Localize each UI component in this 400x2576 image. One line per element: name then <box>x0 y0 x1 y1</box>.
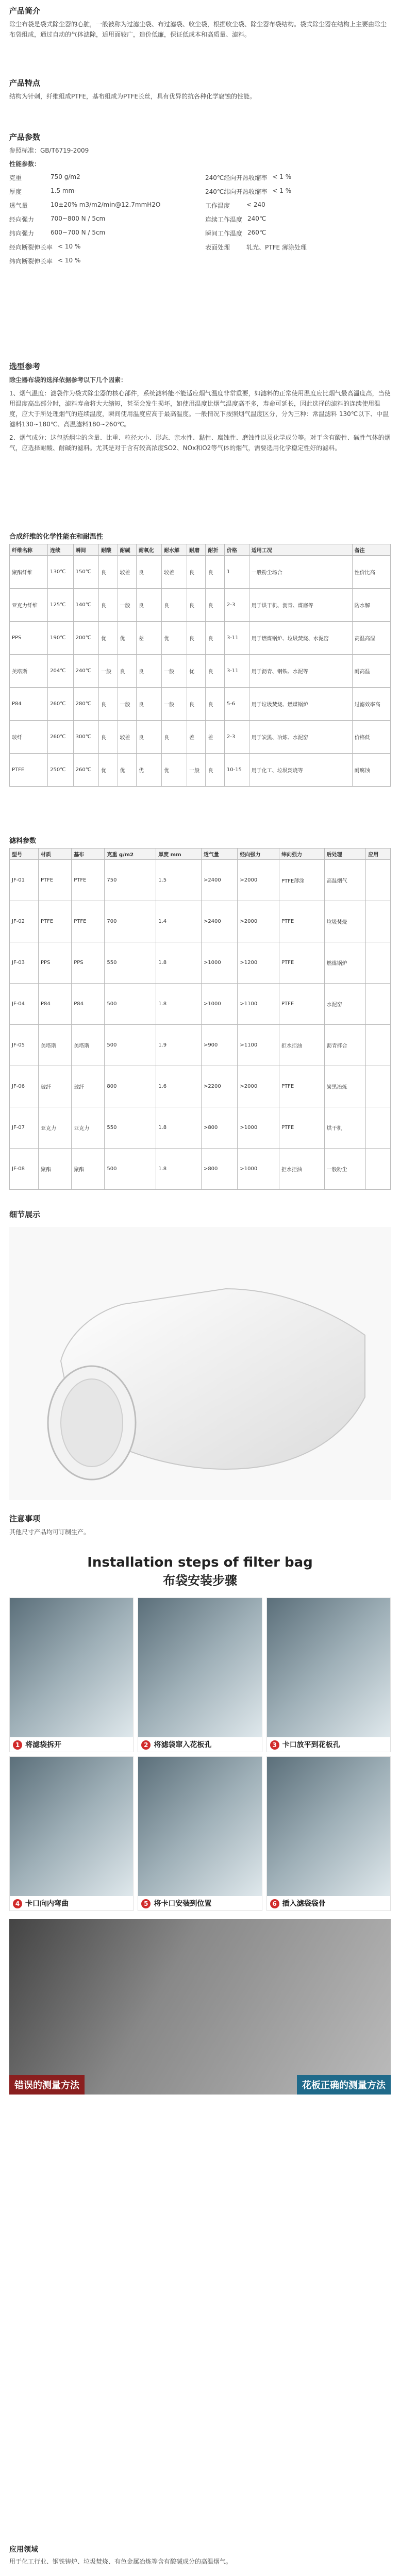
table-cell: 260℃ <box>48 688 73 721</box>
table-row <box>10 688 391 721</box>
step-number: 2 <box>141 1740 151 1750</box>
table-cell: 优 <box>99 622 118 655</box>
table-cell: 良 <box>99 721 118 754</box>
table-row <box>10 589 391 622</box>
param-value: < 1 % <box>272 187 292 194</box>
table-cell: 良 <box>99 688 118 721</box>
table-cell <box>366 901 391 942</box>
features-title: 产品特点 <box>9 78 41 88</box>
table-cell: 良 <box>206 589 224 622</box>
step-photo <box>267 1598 390 1737</box>
table-cell: 300℃ <box>73 721 98 754</box>
table-cell: 一般 <box>99 655 118 688</box>
table-cell <box>366 860 391 901</box>
table-cell: JF-01 <box>10 860 39 901</box>
table-cell: 800 <box>105 1066 156 1107</box>
param-key: 透气量 <box>9 202 28 209</box>
param-value: < 10 % <box>58 243 81 250</box>
col-header: 基布 <box>72 849 105 860</box>
step-label: 插入滤袋袋骨 <box>282 1900 326 1908</box>
details-section <box>9 1209 391 1220</box>
models-title: 滤料参数 <box>9 837 37 845</box>
table-cell: 良 <box>136 688 161 721</box>
right-method-label: 花板正确的测量方法 <box>297 2075 391 2095</box>
param-value: 1.5 mm- <box>51 187 77 194</box>
table-cell: 聚酯纤维 <box>10 556 48 589</box>
features-section <box>9 77 391 102</box>
table-cell: 500 <box>105 1025 156 1066</box>
params-title: 产品参数 <box>9 132 41 142</box>
step-card <box>266 1598 391 1752</box>
table-cell: 一般 <box>187 754 206 787</box>
table-cell: 良 <box>136 556 161 589</box>
param-key: 经向强力 <box>9 216 35 223</box>
table-cell: 1.4 <box>156 901 202 942</box>
table-row <box>10 622 391 655</box>
table-cell: 玻纤 <box>10 721 48 754</box>
table-cell: >1100 <box>238 1025 279 1066</box>
table-row <box>10 984 391 1025</box>
selection-heading: 除尘器布袋的选择依据参考以下几个因素： <box>9 376 127 384</box>
col-header: 耐水解 <box>161 544 187 556</box>
col-header: 纤维名称 <box>10 544 48 556</box>
table-row <box>10 1066 391 1107</box>
chem-section <box>9 531 391 787</box>
table-cell: 用于垃圾焚烧、燃煤锅炉 <box>249 688 352 721</box>
table-cell: >800 <box>201 1107 237 1149</box>
param-key: 厚度 <box>9 188 22 195</box>
step-card <box>138 1598 262 1752</box>
table-cell: 性价比高 <box>352 556 390 589</box>
table-cell: 良 <box>136 589 161 622</box>
table-cell: 用于沥青、钢铁、水泥等 <box>249 655 352 688</box>
table-row <box>10 860 391 901</box>
table-cell <box>366 942 391 984</box>
table-cell: 聚酯 <box>72 1149 105 1190</box>
table-row <box>10 721 391 754</box>
table-cell: 280℃ <box>73 688 98 721</box>
table-cell: 550 <box>105 942 156 984</box>
step-label: 将卡口安装到位置 <box>154 1900 212 1908</box>
table-cell: 较差 <box>161 556 187 589</box>
table-cell: 耐腐蚀 <box>352 754 390 787</box>
table-row <box>10 1025 391 1066</box>
table-cell: >2200 <box>201 1066 237 1107</box>
table-row <box>10 942 391 984</box>
chem-table <box>9 544 391 787</box>
table-cell: 用于燃煤锅炉、垃圾焚烧、水泥窑 <box>249 622 352 655</box>
step-card <box>9 1598 134 1752</box>
table-cell: 良 <box>187 589 206 622</box>
table-cell: P84 <box>72 984 105 1025</box>
step-number: 1 <box>13 1740 22 1750</box>
param-key: 瞬间工作温度 <box>205 230 243 237</box>
params-subtitle: 性能参数： <box>9 160 41 168</box>
measurement-comparison <box>9 1919 391 2095</box>
table-cell: >800 <box>201 1149 237 1190</box>
col-header: 备注 <box>352 544 390 556</box>
table-cell: PTFE <box>39 860 72 901</box>
param-key: 工作温度 <box>205 202 230 209</box>
table-cell: JF-02 <box>10 901 39 942</box>
table-cell: 良 <box>206 688 224 721</box>
table-cell: 差 <box>187 721 206 754</box>
table-cell: 用于炭黑、冶炼、水泥窑 <box>249 721 352 754</box>
step-number: 4 <box>13 1899 22 1908</box>
table-cell: 优 <box>161 622 187 655</box>
table-cell: PTFE <box>10 754 48 787</box>
table-cell: 美塔斯 <box>39 1025 72 1066</box>
param-value: 10±20% m3/m2/min@12.7mmH2O <box>51 201 161 208</box>
table-cell: 水泥窑 <box>324 984 366 1025</box>
step-photo <box>138 1598 261 1737</box>
param-value: 750 g/m2 <box>51 173 80 180</box>
intro-section <box>9 5 391 40</box>
table-cell: 2-3 <box>224 721 249 754</box>
step-number: 6 <box>270 1899 279 1908</box>
apps-title: 应用领域 <box>9 2546 38 2554</box>
table-cell <box>366 1025 391 1066</box>
wrong-method-label: 错误的测量方法 <box>9 2075 85 2095</box>
installation-steps <box>9 1547 391 2095</box>
step-label: 卡口向内弯曲 <box>25 1900 69 1908</box>
table-cell: >1000 <box>238 1149 279 1190</box>
param-key: 克重 <box>9 174 22 181</box>
col-header: 耐碱 <box>118 544 136 556</box>
col-header: 耐折 <box>206 544 224 556</box>
table-cell: 拒水拒油 <box>279 1025 325 1066</box>
table-cell: PPS <box>10 622 48 655</box>
col-header: 应用 <box>366 849 391 860</box>
step-number: 3 <box>270 1740 279 1750</box>
table-cell: 耐高温 <box>352 655 390 688</box>
table-cell: PPS <box>72 942 105 984</box>
table-cell: 204℃ <box>48 655 73 688</box>
intro-title: 产品简介 <box>9 6 41 15</box>
table-cell: 1.8 <box>156 942 202 984</box>
table-cell: 良 <box>161 721 187 754</box>
table-cell: 良 <box>206 655 224 688</box>
params-left <box>9 173 195 271</box>
table-cell: 良 <box>206 622 224 655</box>
table-cell: 500 <box>105 984 156 1025</box>
table-cell: 一般 <box>161 655 187 688</box>
table-cell <box>366 984 391 1025</box>
table-row <box>10 655 391 688</box>
table-cell: JF-05 <box>10 1025 39 1066</box>
table-cell: 玻纤 <box>72 1066 105 1107</box>
table-cell: PTFE <box>279 942 325 984</box>
table-cell: 5-6 <box>224 688 249 721</box>
table-cell: 拒水拒油 <box>279 1149 325 1190</box>
param-value: < 1 % <box>272 173 292 180</box>
table-cell: 10-15 <box>224 754 249 787</box>
table-cell: 550 <box>105 1107 156 1149</box>
table-cell: 125℃ <box>48 589 73 622</box>
table-cell: 260℃ <box>73 754 98 787</box>
table-cell: PTFE <box>39 901 72 942</box>
table-cell: 1.5 <box>156 860 202 901</box>
table-cell: 优 <box>99 754 118 787</box>
table-cell: 沥青拌合 <box>324 1025 366 1066</box>
table-cell: 聚酯 <box>39 1149 72 1190</box>
table-cell: JF-04 <box>10 984 39 1025</box>
table-cell: PTFE <box>279 1107 325 1149</box>
table-cell: 150℃ <box>73 556 98 589</box>
table-cell: 一般 <box>118 688 136 721</box>
table-row <box>10 556 391 589</box>
install-banner <box>9 1547 391 1593</box>
table-cell: 优 <box>187 655 206 688</box>
table-row <box>10 754 391 787</box>
table-cell: 优 <box>118 754 136 787</box>
step-card <box>266 1756 391 1911</box>
param-value: < 10 % <box>58 257 81 264</box>
table-cell: >2400 <box>201 860 237 901</box>
table-cell: 1.8 <box>156 1107 202 1149</box>
param-key: 240℃纬向开热收缩率 <box>205 188 268 195</box>
col-header: 耐酸 <box>99 544 118 556</box>
table-cell: 差 <box>206 721 224 754</box>
param-key: 表面处理 <box>205 244 230 251</box>
table-cell: 700 <box>105 901 156 942</box>
table-cell: 良 <box>161 589 187 622</box>
table-cell <box>366 1066 391 1107</box>
param-key: 连续工作温度 <box>205 216 243 223</box>
apps-text: 用于化工行业、钢铁铸炉、垃圾焚烧、有色金属冶炼等含有酸碱成分的高温烟气。 <box>9 2558 232 2565</box>
step-photo <box>10 1598 133 1737</box>
models-section <box>9 835 391 1190</box>
table-cell: JF-07 <box>10 1107 39 1149</box>
col-header: 透气量 <box>201 849 237 860</box>
steps-grid <box>9 1598 391 1911</box>
param-value: < 240 <box>246 201 265 208</box>
table-cell: 优 <box>118 622 136 655</box>
selection-section <box>9 361 391 453</box>
col-header: 后处理 <box>324 849 366 860</box>
table-cell: 750 <box>105 860 156 901</box>
col-header: 耐磨 <box>187 544 206 556</box>
table-cell: 1.8 <box>156 984 202 1025</box>
table-cell: 1.9 <box>156 1025 202 1066</box>
col-header: 克重 g/m2 <box>105 849 156 860</box>
col-header: 耐氧化 <box>136 544 161 556</box>
step-label: 将滤袋拆开 <box>25 1741 61 1749</box>
table-row <box>10 901 391 942</box>
table-cell: PTFE <box>279 984 325 1025</box>
table-cell: 亚克力纤维 <box>10 589 48 622</box>
table-cell: JF-06 <box>10 1066 39 1107</box>
table-cell: 过滤效率高 <box>352 688 390 721</box>
table-cell: 良 <box>136 721 161 754</box>
table-cell: 防水解 <box>352 589 390 622</box>
table-header-row <box>10 544 391 556</box>
table-cell: 良 <box>206 556 224 589</box>
selection-p1: 1、烟气温度：滤袋作为袋式除尘器的核心部件，系统滤料能不能适应烟气温度非常重要，如滤料的正常使用温度应比烟气最高温度高，当使用温度高出部分时，滤料寿命将大大缩短，甚至会发生损坏，如使用温度比烟气温度高不多，寿命可延长，因此选择的滤料的连续使用温度，应大于所处理烟气的连续温度，瞬间使用温度应高于最高温度。一般情况下按照烟气温度区分，分为三种：常温滤料 130℃以下、中温滤料130~180℃、高温滤料180~260℃。 <box>9 390 391 428</box>
table-cell: 一般粉尘 <box>324 1149 366 1190</box>
notice-section <box>9 1513 391 1537</box>
table-cell: 价格低 <box>352 721 390 754</box>
table-cell: 良 <box>99 556 118 589</box>
table-cell: 美塔斯 <box>72 1025 105 1066</box>
table-cell: 高温烟气 <box>324 860 366 901</box>
filter-bag-illustration <box>9 1227 391 1500</box>
table-cell: 1.8 <box>156 1149 202 1190</box>
details-title: 细节展示 <box>9 1210 41 1219</box>
table-cell: >2000 <box>238 901 279 942</box>
table-row <box>10 1149 391 1190</box>
models-table <box>9 848 391 1190</box>
table-cell: 优 <box>161 754 187 787</box>
table-cell: 差 <box>136 622 161 655</box>
apps-section <box>9 2544 391 2567</box>
col-header: 厚度 mm <box>156 849 202 860</box>
table-cell: >1000 <box>238 1107 279 1149</box>
install-banner-en: Installation steps of filter bag <box>87 1555 313 1570</box>
step-card <box>9 1756 134 1911</box>
col-header: 连续 <box>48 544 73 556</box>
table-cell: 高温高湿 <box>352 622 390 655</box>
filter-bag-photo <box>9 1227 391 1500</box>
table-cell <box>366 1149 391 1190</box>
chem-title: 合成纤维的化学性能在和耐温性 <box>9 533 104 541</box>
table-cell: PTFE薄涂 <box>279 860 325 901</box>
table-cell: 燃煤锅炉 <box>324 942 366 984</box>
notice-title: 注意事项 <box>9 1514 41 1523</box>
table-cell: 良 <box>187 688 206 721</box>
table-row <box>10 1107 391 1149</box>
table-cell: PTFE <box>72 901 105 942</box>
table-cell: 良 <box>118 655 136 688</box>
table-cell: >1100 <box>238 984 279 1025</box>
col-header: 价格 <box>224 544 249 556</box>
col-header: 适用工况 <box>249 544 352 556</box>
table-header-row <box>10 849 391 860</box>
table-cell: 2-3 <box>224 589 249 622</box>
table-cell: 炭黑冶炼 <box>324 1066 366 1107</box>
param-key: 纬向强力 <box>9 230 35 237</box>
table-cell: 240℃ <box>73 655 98 688</box>
table-cell: 3-11 <box>224 655 249 688</box>
intro-text: 除尘布袋是袋式除尘器的心脏，一般被称为过滤尘袋、布过滤袋、收尘袋，根据收尘袋、除尘器布袋结构。袋式除尘器在结构上主要由除尘布袋组成，通过自动的气体滤除，适用面较广，造价低廉，保证低成本和高质量、滤料。 <box>9 21 387 38</box>
table-cell: 190℃ <box>48 622 73 655</box>
table-cell: 亚克力 <box>72 1107 105 1149</box>
table-cell: PTFE <box>279 901 325 942</box>
col-header: 瞬间 <box>73 544 98 556</box>
table-cell: 用于烘干机、沥青、煤磨等 <box>249 589 352 622</box>
table-cell: 良 <box>136 655 161 688</box>
step-label: 将滤袋窜入花板孔 <box>154 1741 212 1749</box>
table-cell: 较差 <box>118 556 136 589</box>
table-cell: 1.6 <box>156 1066 202 1107</box>
table-cell: 130℃ <box>48 556 73 589</box>
step-number: 5 <box>141 1899 151 1908</box>
table-cell: 烘干机 <box>324 1107 366 1149</box>
notice-sub: 其他尺寸产品均可订制生产。 <box>9 1528 90 1536</box>
step-photo <box>267 1757 390 1896</box>
step-card <box>138 1756 262 1911</box>
table-cell: 美塔斯 <box>10 655 48 688</box>
table-cell: >1200 <box>238 942 279 984</box>
features-text: 结构为针刺，纤维组成PTFE，基布组成为PTFE长丝，具有优异的抗各种化学腐蚀的性能。 <box>9 93 256 100</box>
param-value: 240℃ <box>247 215 266 222</box>
table-cell: 3-11 <box>224 622 249 655</box>
table-cell: >1000 <box>201 942 237 984</box>
table-cell: P84 <box>10 688 48 721</box>
table-cell: P84 <box>39 984 72 1025</box>
table-cell: 较差 <box>118 721 136 754</box>
table-cell: PPS <box>39 942 72 984</box>
table-cell: 250℃ <box>48 754 73 787</box>
table-cell: >2000 <box>238 860 279 901</box>
table-cell: 一般粉尘场合 <box>249 556 352 589</box>
install-banner-cn: 布袋安装步骤 <box>163 1573 237 1588</box>
table-cell: >1000 <box>201 984 237 1025</box>
table-cell: 140℃ <box>73 589 98 622</box>
table-cell: JF-03 <box>10 942 39 984</box>
col-header: 材质 <box>39 849 72 860</box>
step-photo <box>10 1757 133 1896</box>
table-cell: 良 <box>187 622 206 655</box>
param-value: 轧光、PTFE 薄涂处理 <box>246 244 307 251</box>
table-cell: 用于化工、垃圾焚烧等 <box>249 754 352 787</box>
param-value: 260℃ <box>247 229 266 236</box>
table-cell: 玻纤 <box>39 1066 72 1107</box>
param-key: 纬向断裂伸长率 <box>9 258 53 265</box>
params-section <box>9 131 391 271</box>
table-cell <box>366 1107 391 1149</box>
step-label: 卡口放平到花板孔 <box>282 1741 340 1749</box>
params-right <box>205 173 391 271</box>
table-cell: 亚克力 <box>39 1107 72 1149</box>
param-key: 240℃经向开热收缩率 <box>205 174 268 181</box>
col-header: 纬向强力 <box>279 849 325 860</box>
table-cell: >900 <box>201 1025 237 1066</box>
table-cell: 一般 <box>161 688 187 721</box>
table-cell: 200℃ <box>73 622 98 655</box>
col-header: 经向强力 <box>238 849 279 860</box>
table-cell: 1 <box>224 556 249 589</box>
table-cell: PTFE <box>279 1066 325 1107</box>
param-value: 600~700 N / 5cm <box>51 229 106 236</box>
table-cell: 500 <box>105 1149 156 1190</box>
table-cell: 良 <box>99 589 118 622</box>
table-cell: 一般 <box>118 589 136 622</box>
step-photo <box>138 1757 261 1896</box>
table-cell: 良 <box>206 754 224 787</box>
table-cell: >2000 <box>238 1066 279 1107</box>
table-cell: JF-08 <box>10 1149 39 1190</box>
selection-p2: 2、烟气成分：这包括烟尘的含量、比重、粒径大小、形态、亲水性、黏性、腐蚀性、磨蚀性以及化学成分等。对于含有酸性、碱性气体的烟气，应选择耐酸、耐碱的滤料。尤其是对于含有较高浓度SO2、NOx和O2等气体的烟气，需要选用化学稳定性好的滤料。 <box>9 434 391 452</box>
table-cell: 良 <box>187 556 206 589</box>
table-cell: >2400 <box>201 901 237 942</box>
param-value: 700~800 N / 5cm <box>51 215 106 222</box>
table-cell: 优 <box>136 754 161 787</box>
col-header: 型号 <box>10 849 39 860</box>
selection-title: 选型参考 <box>9 362 41 371</box>
table-cell: PTFE <box>72 860 105 901</box>
table-cell: 260℃ <box>48 721 73 754</box>
table-cell: 垃圾焚烧 <box>324 901 366 942</box>
param-key: 经向断裂伸长率 <box>9 244 53 251</box>
params-standard: 参照标准：GB/T6719-2009 <box>9 147 89 154</box>
